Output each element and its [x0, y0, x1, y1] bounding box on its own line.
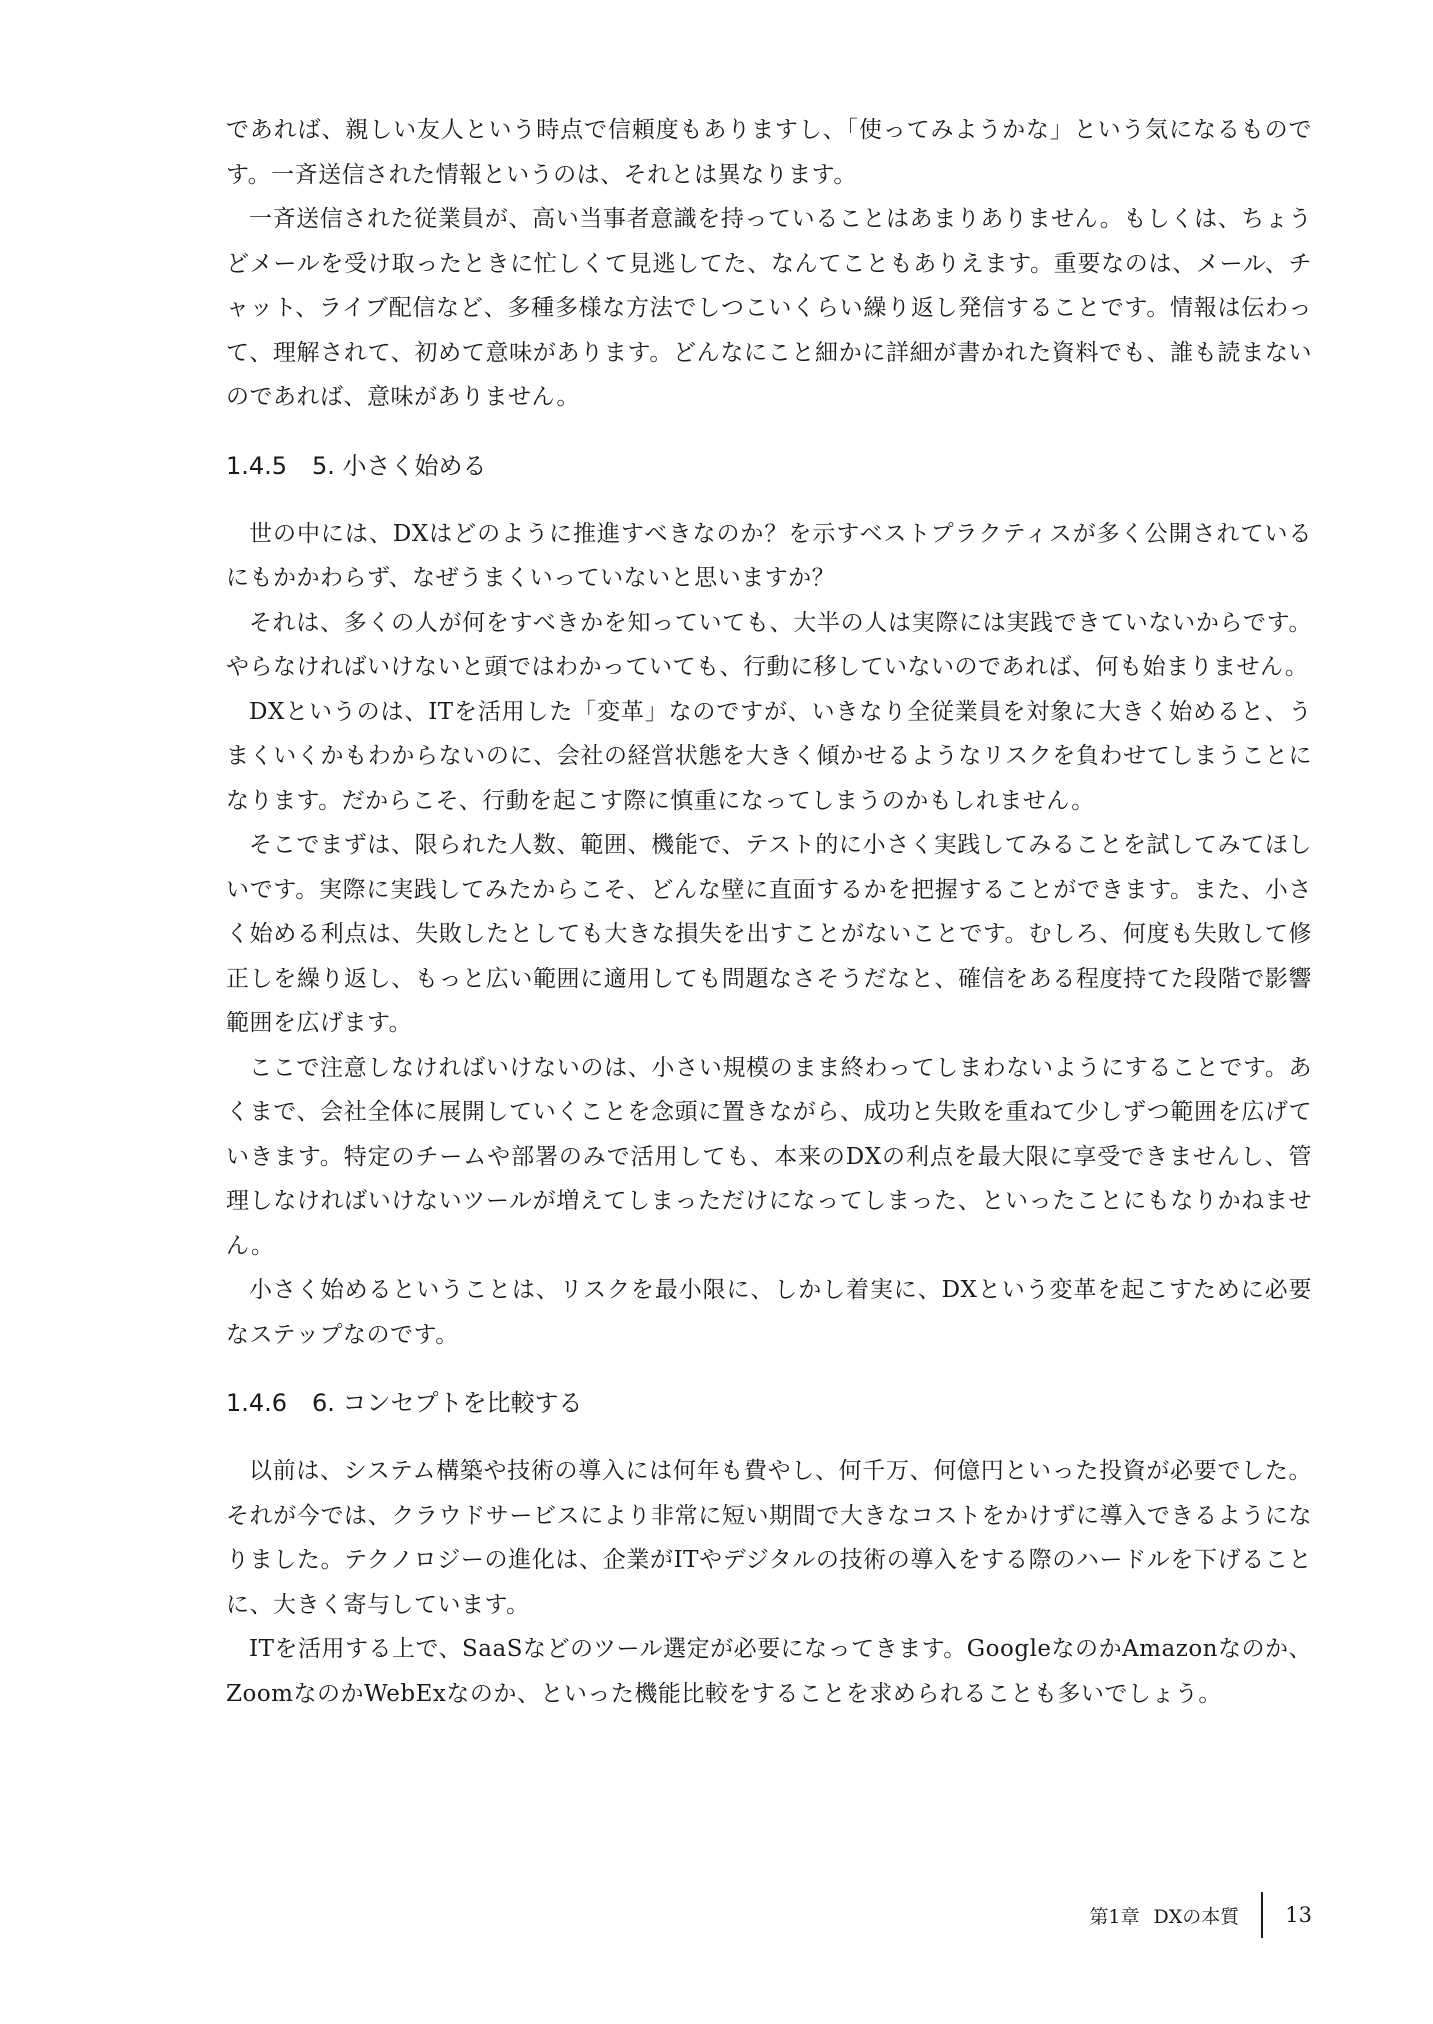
paragraph: 一斉送信された従業員が、高い当事者意識を持っていることはあまりありません。もしくは、ちょうどメールを受け取ったときに忙しくて見逃してた、なんてこともありえます。重要なのは、メール、チャット、ライブ配信など、多種多様な方法でしつこいくらい繰り返し発信することです。情報は伝わって、理解されて、初めて意味があります。どんなにこと細かに詳細が書かれた資料でも、誰も読まないのであれば、意味がありません。 — [226, 206, 1312, 410]
footer-chapter-title: DXの本質 — [1153, 1905, 1240, 1928]
paragraph: ITを活用する上で、SaaSなどのツール選定が必要になってきます。GoogleなのかAmazonなのか、ZoomなのかWebExなのか、といった機能比較をすることを求められることも多いでしょう。 — [226, 1636, 1312, 1707]
paragraph: 以前は、システム構築や技術の導入には何年も費やし、何千万、何億円といった投資が必要でした。それが今では、クラウドサービスにより非常に短い期間で大きなコストをかけずに導入できるようになりました。テクノロジーの進化は、企業がITやデジタルの技術の導入をする際のハードルを下げることに、大きく寄与しています。 — [226, 1458, 1312, 1618]
section-heading-1-4-5 — [226, 446, 1312, 486]
footer-divider — [1261, 1892, 1263, 1938]
paragraph: それは、多くの人が何をすべきかを知っていても、大半の人は実際には実践できていないからです。やらなければいけないと頭ではわかっていても、行動に移していないのであれば、何も始まりません。 — [226, 609, 1312, 680]
section-title: 5. 小さく始める — [312, 451, 487, 480]
paragraph: ここで注意しなければいけないのは、小さい規模のまま終わってしまわないようにすることです。あくまで、会社全体に展開していくことを念頭に置きながら、成功と失敗を重ねて少しずつ範囲を広げていきます。特定のチームや部署のみで活用しても、本来のDXの利点を最大限に享受できませんし、管理しなければいけないツールが増えてしまっただけになってしまった、といったことにもなりかねません。 — [226, 1054, 1312, 1259]
paragraph: そこでまずは、限られた人数、範囲、機能で、テスト的に小さく実践してみることを試してみてほしいです。実際に実践してみたからこそ、どんな壁に直面するかを把握することができます。また、小さく始める利点は、失敗したとしても大きな損失を出すことがないことです。むしろ、何度も失敗して修正しを繰り返し、もっと広い範囲に適用しても問題なさそうだなと、確信をある程度持てた段階で影響範囲を広げます。 — [226, 832, 1312, 1036]
paragraph: 世の中には、DXはどのように推進すべきなのか？を示すベストプラクティスが多く公開されているにもかかわらず、なぜうまくいっていないと思いますか？ — [226, 520, 1312, 591]
section-heading-1-4-6 — [226, 1383, 1312, 1423]
paragraph: DXというのは、ITを活用した「変革」なのですが、いきなり全従業員を対象に大きく始めると、うまくいくかもわからないのに、会社の経営状態を大きく傾かせるようなリスクを負わせてしまうことになります。だからこそ、行動を起こす際に慎重になってしまうのかもしれません。 — [226, 698, 1312, 814]
section-number: 1.4.6 — [226, 1389, 288, 1417]
paragraph: 小さく始めるということは、リスクを最小限に、しかし着実に、DXという変革を起こすために必要なステップなのです。 — [226, 1277, 1312, 1348]
section-title: 6. コンセプトを比較する — [312, 1389, 583, 1417]
page-number: 13 — [1285, 1903, 1312, 1927]
section-number: 1.4.5 — [226, 451, 288, 480]
paragraph: であれば、親しい友人という時点で信頼度もありますし、「使ってみようかな」という気になるものです。一斉送信された情報というのは、それとは異なります。 — [226, 117, 1312, 188]
page-body — [226, 108, 1312, 1716]
page-footer — [1089, 1892, 1312, 1938]
footer-chapter: 第1章 — [1089, 1905, 1140, 1928]
